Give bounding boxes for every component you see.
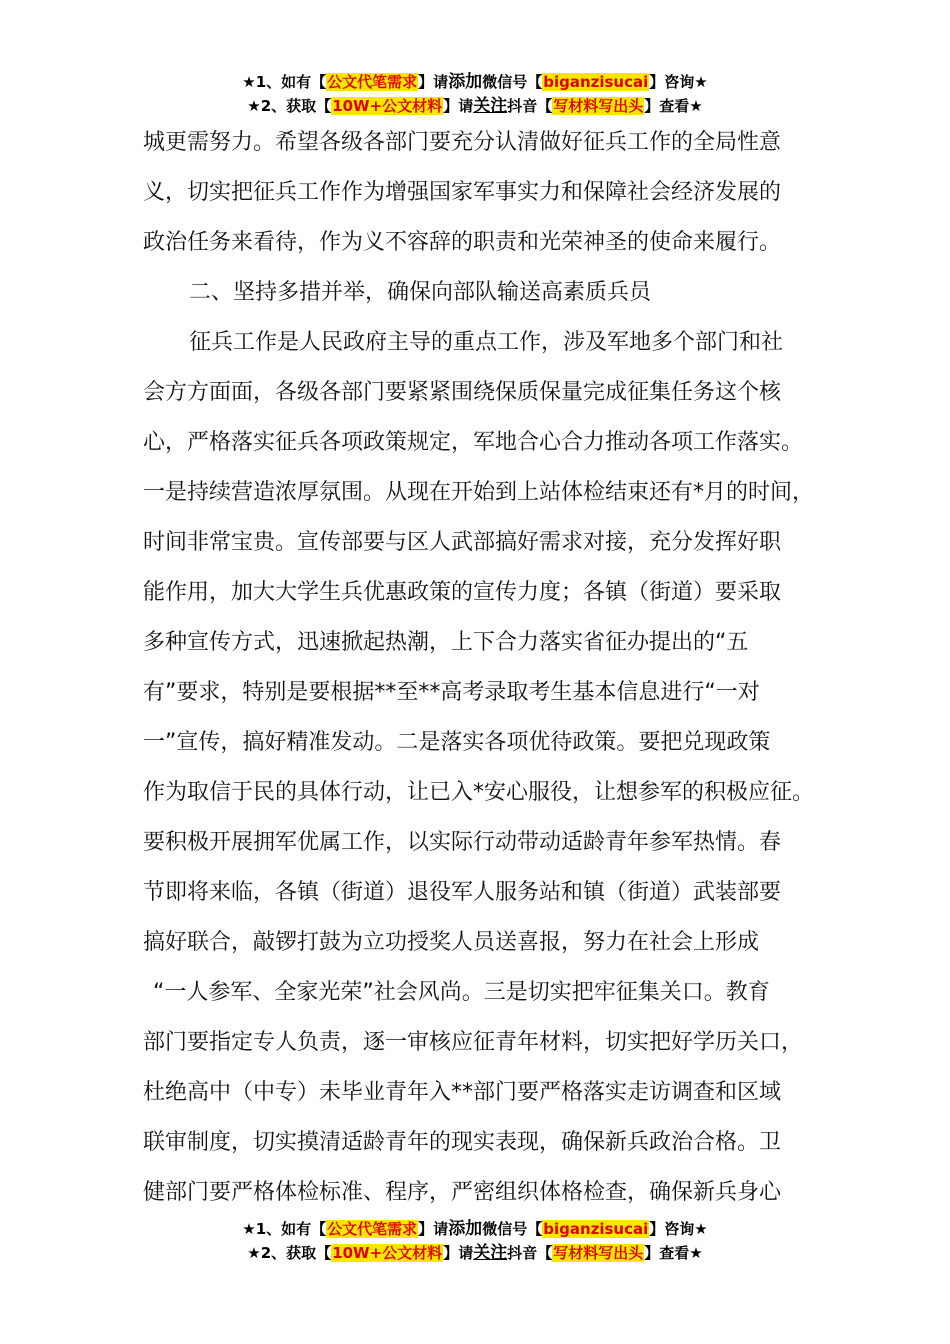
- promo-text: 】请: [418, 1220, 449, 1238]
- text-line: “一人参军、全家光荣”社会风尚。三是切实把牢征集关口。教育: [153, 980, 770, 1005]
- promo-highlight: 公文代笔需求: [327, 73, 418, 91]
- promo-header: [0, 70, 950, 118]
- promo-text: ★1、如有【: [242, 1220, 327, 1238]
- promo-highlight: biganzisucai: [543, 1220, 649, 1238]
- promo-text: 微信号【: [482, 73, 543, 91]
- promo-line-1: [0, 70, 950, 94]
- text-line: 时间非常宝贵。宣传部要与区人武部搞好需求对接，充分发挥好职: [143, 530, 782, 555]
- text-line: 征兵工作是人民政府主导的重点工作，涉及军地多个部门和社: [189, 330, 784, 355]
- promo-text: 】请: [443, 1244, 474, 1262]
- text-line: 要积极开展拥军优属工作，以实际行动带动适龄青年参军热情。春: [143, 830, 782, 855]
- text-line: 一”宣传，搞好精准发动。二是落实各项优待政策。要把兑现政策: [143, 730, 771, 755]
- promo-emphasis: 关注: [473, 96, 508, 116]
- text-line: 多种宣传方式，迅速掀起热潮，上下合力落实省征办提出的“五: [143, 630, 749, 655]
- promo-text: 】请: [418, 73, 449, 91]
- text-line: 能作用，加大大学生兵优惠政策的宣传力度；各镇（街道）要采取: [143, 580, 782, 605]
- text-line: 部门要指定专人负责，逐一审核应征青年材料，切实把好学历关口，: [143, 1030, 804, 1055]
- text-line: 联审制度，切实摸清适龄青年的现实表现，确保新兵政治合格。卫: [143, 1130, 782, 1155]
- promo-text: ★1、如有【: [242, 73, 327, 91]
- promo-emphasis: 添加: [448, 72, 483, 92]
- promo-text: 】咨询★: [649, 1220, 708, 1238]
- text-line: 城更需努力。希望各级各部门要充分认清做好征兵工作的全局性意: [143, 130, 782, 155]
- promo-text: 】查看★: [644, 97, 703, 115]
- promo-highlight: 10W+公文材料: [332, 97, 443, 115]
- promo-text: 】查看★: [644, 1244, 703, 1262]
- promo-line-1: [0, 1217, 950, 1241]
- promo-text: ★2、获取【: [247, 97, 332, 115]
- promo-emphasis: 添加: [448, 1219, 483, 1239]
- promo-text: 抖音【: [507, 97, 553, 115]
- text-line: 会方方面面，各级各部门要紧紧围绕保质保量完成征集任务这个核: [143, 380, 782, 405]
- text-line: 搞好联合，敲锣打鼓为立功授奖人员送喜报，努力在社会上形成: [143, 930, 760, 955]
- promo-highlight: biganzisucai: [543, 73, 649, 91]
- text-line: 政治任务来看待，作为义不容辞的职责和光荣神圣的使命来履行。: [143, 230, 782, 255]
- promo-footer: [0, 1217, 950, 1265]
- text-line: 节即将来临，各镇（街道）退役军人服务站和镇（街道）武装部要: [143, 880, 782, 905]
- promo-line-2: [0, 94, 950, 118]
- text-line: 义，切实把征兵工作作为增强国家军事实力和保障社会经济发展的: [143, 180, 782, 205]
- text-line: 一是持续营造浓厚氛围。从现在开始到上站体检结束还有*月的时间，: [143, 480, 815, 505]
- promo-text: 】请: [443, 97, 474, 115]
- text-line: 健部门要严格体检标准、程序，严密组织体格检查，确保新兵身心: [143, 1180, 782, 1205]
- text-line: 作为取信于民的具体行动，让已入*安心服役，让想参军的积极应征。: [143, 780, 815, 805]
- promo-text: ★2、获取【: [247, 1244, 332, 1262]
- text-line: 心，严格落实征兵各项政策规定，军地合心合力推动各项工作落实。: [143, 430, 804, 455]
- promo-text: 抖音【: [507, 1244, 553, 1262]
- promo-highlight: 10W+公文材料: [332, 1244, 443, 1262]
- promo-text: 微信号【: [482, 1220, 543, 1238]
- promo-text: 】咨询★: [649, 73, 708, 91]
- promo-highlight: 写材料写出头: [553, 97, 644, 115]
- promo-highlight: 写材料写出头: [553, 1244, 644, 1262]
- section-heading: 二、坚持多措并举，确保向部队输送高素质兵员: [189, 280, 652, 305]
- text-line: 杜绝高中（中专）未毕业青年入**部门要严格落实走访调查和区域: [143, 1080, 782, 1105]
- text-line: 有”要求，特别是要根据**至**高考录取考生基本信息进行“一对: [143, 680, 760, 705]
- promo-line-2: [0, 1241, 950, 1265]
- promo-highlight: 公文代笔需求: [327, 1220, 418, 1238]
- promo-emphasis: 关注: [473, 1243, 508, 1263]
